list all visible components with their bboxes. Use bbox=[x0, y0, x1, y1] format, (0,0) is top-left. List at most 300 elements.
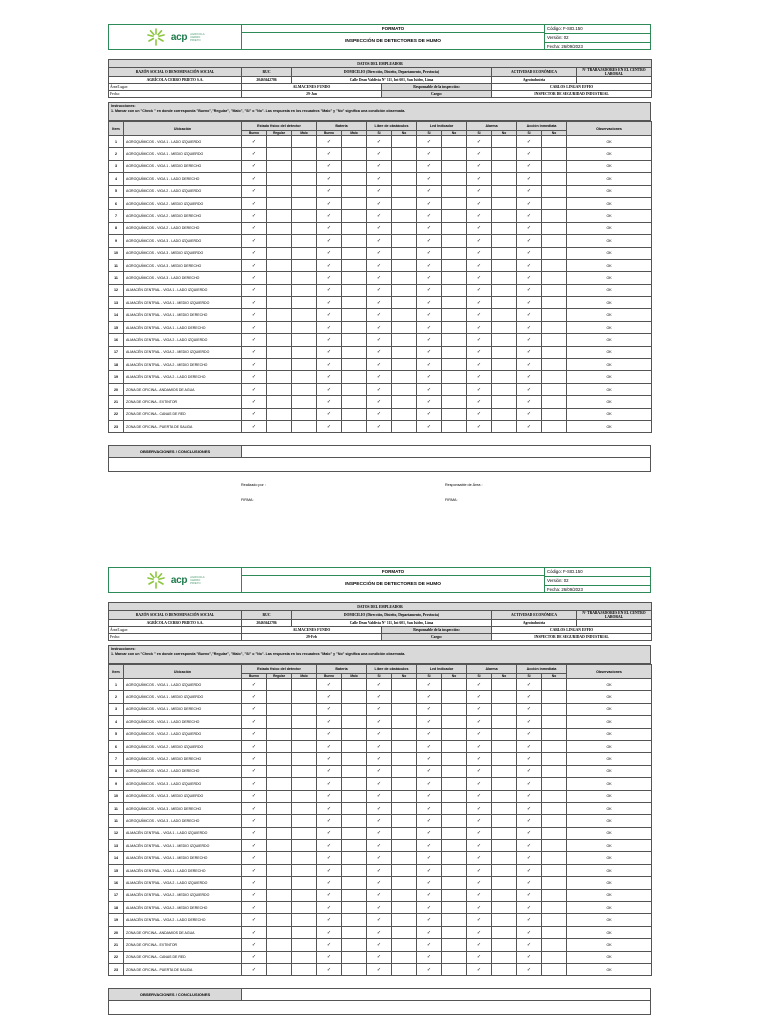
empty-cell[interactable] bbox=[492, 420, 517, 432]
empty-cell[interactable] bbox=[542, 222, 567, 234]
empty-cell[interactable] bbox=[292, 359, 317, 371]
empty-cell[interactable] bbox=[392, 259, 417, 271]
empty-cell[interactable] bbox=[392, 765, 417, 777]
empty-cell[interactable] bbox=[442, 963, 467, 975]
empty-cell[interactable] bbox=[342, 197, 367, 209]
check-mark-icon[interactable]: ✓ bbox=[317, 691, 342, 703]
check-mark-icon[interactable]: ✓ bbox=[467, 765, 492, 777]
empty-cell[interactable] bbox=[342, 408, 367, 420]
empty-cell[interactable] bbox=[442, 716, 467, 728]
empty-cell[interactable] bbox=[442, 371, 467, 383]
empty-cell[interactable] bbox=[492, 963, 517, 975]
check-mark-icon[interactable]: ✓ bbox=[317, 740, 342, 752]
check-mark-icon[interactable]: ✓ bbox=[317, 259, 342, 271]
check-mark-icon[interactable]: ✓ bbox=[317, 790, 342, 802]
check-mark-icon[interactable]: ✓ bbox=[417, 160, 442, 172]
check-mark-icon[interactable]: ✓ bbox=[417, 840, 442, 852]
empty-cell[interactable] bbox=[442, 173, 467, 185]
empty-cell[interactable] bbox=[292, 160, 317, 172]
empty-cell[interactable] bbox=[492, 235, 517, 247]
check-mark-icon[interactable]: ✓ bbox=[517, 740, 542, 752]
empty-cell[interactable] bbox=[292, 926, 317, 938]
empty-cell[interactable] bbox=[392, 753, 417, 765]
check-mark-icon[interactable]: ✓ bbox=[417, 148, 442, 160]
empty-cell[interactable] bbox=[542, 740, 567, 752]
empty-cell[interactable] bbox=[542, 420, 567, 432]
empty-cell[interactable] bbox=[267, 259, 292, 271]
empty-cell[interactable] bbox=[542, 951, 567, 963]
empty-cell[interactable] bbox=[267, 185, 292, 197]
empty-cell[interactable] bbox=[292, 703, 317, 715]
empty-cell[interactable] bbox=[392, 902, 417, 914]
check-mark-icon[interactable]: ✓ bbox=[367, 889, 392, 901]
empty-cell[interactable] bbox=[492, 185, 517, 197]
check-mark-icon[interactable]: ✓ bbox=[467, 148, 492, 160]
check-mark-icon[interactable]: ✓ bbox=[467, 802, 492, 814]
check-mark-icon[interactable]: ✓ bbox=[317, 197, 342, 209]
check-mark-icon[interactable]: ✓ bbox=[317, 396, 342, 408]
empty-cell[interactable] bbox=[267, 852, 292, 864]
check-mark-icon[interactable]: ✓ bbox=[517, 235, 542, 247]
check-mark-icon[interactable]: ✓ bbox=[417, 703, 442, 715]
empty-cell[interactable] bbox=[392, 334, 417, 346]
empty-cell[interactable] bbox=[292, 173, 317, 185]
empty-cell[interactable] bbox=[292, 827, 317, 839]
empty-cell[interactable] bbox=[342, 272, 367, 284]
empty-cell[interactable] bbox=[542, 197, 567, 209]
check-mark-icon[interactable]: ✓ bbox=[317, 889, 342, 901]
empty-cell[interactable] bbox=[492, 359, 517, 371]
check-mark-icon[interactable]: ✓ bbox=[242, 148, 267, 160]
check-mark-icon[interactable]: ✓ bbox=[417, 963, 442, 975]
empty-cell[interactable] bbox=[267, 840, 292, 852]
empty-cell[interactable] bbox=[392, 840, 417, 852]
check-mark-icon[interactable]: ✓ bbox=[517, 802, 542, 814]
empty-cell[interactable] bbox=[442, 396, 467, 408]
check-mark-icon[interactable]: ✓ bbox=[517, 939, 542, 951]
check-mark-icon[interactable]: ✓ bbox=[467, 309, 492, 321]
check-mark-icon[interactable]: ✓ bbox=[317, 963, 342, 975]
empty-cell[interactable] bbox=[492, 408, 517, 420]
check-mark-icon[interactable]: ✓ bbox=[242, 864, 267, 876]
check-mark-icon[interactable]: ✓ bbox=[467, 136, 492, 148]
check-mark-icon[interactable]: ✓ bbox=[517, 148, 542, 160]
empty-cell[interactable] bbox=[267, 210, 292, 222]
empty-cell[interactable] bbox=[542, 334, 567, 346]
empty-cell[interactable] bbox=[492, 864, 517, 876]
check-mark-icon[interactable]: ✓ bbox=[317, 247, 342, 259]
check-mark-icon[interactable]: ✓ bbox=[417, 136, 442, 148]
check-mark-icon[interactable]: ✓ bbox=[417, 914, 442, 926]
empty-cell[interactable] bbox=[442, 148, 467, 160]
check-mark-icon[interactable]: ✓ bbox=[242, 396, 267, 408]
empty-cell[interactable] bbox=[342, 235, 367, 247]
empty-cell[interactable] bbox=[267, 309, 292, 321]
check-mark-icon[interactable]: ✓ bbox=[242, 765, 267, 777]
check-mark-icon[interactable]: ✓ bbox=[417, 359, 442, 371]
check-mark-icon[interactable]: ✓ bbox=[417, 185, 442, 197]
empty-cell[interactable] bbox=[392, 309, 417, 321]
empty-cell[interactable] bbox=[442, 728, 467, 740]
check-mark-icon[interactable]: ✓ bbox=[467, 383, 492, 395]
check-mark-icon[interactable]: ✓ bbox=[517, 371, 542, 383]
empty-cell[interactable] bbox=[542, 173, 567, 185]
empty-cell[interactable] bbox=[392, 877, 417, 889]
empty-cell[interactable] bbox=[342, 716, 367, 728]
empty-cell[interactable] bbox=[392, 160, 417, 172]
empty-cell[interactable] bbox=[267, 815, 292, 827]
check-mark-icon[interactable]: ✓ bbox=[317, 926, 342, 938]
check-mark-icon[interactable]: ✓ bbox=[417, 815, 442, 827]
check-mark-icon[interactable]: ✓ bbox=[517, 951, 542, 963]
check-mark-icon[interactable]: ✓ bbox=[242, 691, 267, 703]
empty-cell[interactable] bbox=[542, 778, 567, 790]
check-mark-icon[interactable]: ✓ bbox=[467, 815, 492, 827]
check-mark-icon[interactable]: ✓ bbox=[467, 790, 492, 802]
check-mark-icon[interactable]: ✓ bbox=[417, 778, 442, 790]
empty-cell[interactable] bbox=[492, 889, 517, 901]
empty-cell[interactable] bbox=[292, 408, 317, 420]
empty-cell[interactable] bbox=[442, 309, 467, 321]
empty-cell[interactable] bbox=[442, 753, 467, 765]
empty-cell[interactable] bbox=[542, 840, 567, 852]
empty-cell[interactable] bbox=[392, 359, 417, 371]
empty-cell[interactable] bbox=[292, 778, 317, 790]
empty-cell[interactable] bbox=[342, 247, 367, 259]
empty-cell[interactable] bbox=[292, 297, 317, 309]
empty-cell[interactable] bbox=[267, 864, 292, 876]
check-mark-icon[interactable]: ✓ bbox=[242, 420, 267, 432]
check-mark-icon[interactable]: ✓ bbox=[467, 247, 492, 259]
empty-cell[interactable] bbox=[342, 740, 367, 752]
check-mark-icon[interactable]: ✓ bbox=[417, 877, 442, 889]
empty-cell[interactable] bbox=[542, 728, 567, 740]
check-mark-icon[interactable]: ✓ bbox=[242, 926, 267, 938]
check-mark-icon[interactable]: ✓ bbox=[367, 951, 392, 963]
check-mark-icon[interactable]: ✓ bbox=[317, 802, 342, 814]
check-mark-icon[interactable]: ✓ bbox=[317, 309, 342, 321]
check-mark-icon[interactable]: ✓ bbox=[367, 334, 392, 346]
empty-cell[interactable] bbox=[492, 852, 517, 864]
empty-cell[interactable] bbox=[542, 396, 567, 408]
check-mark-icon[interactable]: ✓ bbox=[517, 321, 542, 333]
empty-cell[interactable] bbox=[392, 951, 417, 963]
check-mark-icon[interactable]: ✓ bbox=[317, 716, 342, 728]
empty-cell[interactable] bbox=[342, 790, 367, 802]
check-mark-icon[interactable]: ✓ bbox=[517, 136, 542, 148]
empty-cell[interactable] bbox=[342, 765, 367, 777]
check-mark-icon[interactable]: ✓ bbox=[317, 408, 342, 420]
empty-cell[interactable] bbox=[342, 840, 367, 852]
empty-cell[interactable] bbox=[267, 679, 292, 691]
empty-cell[interactable] bbox=[442, 939, 467, 951]
check-mark-icon[interactable]: ✓ bbox=[367, 914, 392, 926]
empty-cell[interactable] bbox=[542, 716, 567, 728]
empty-cell[interactable] bbox=[492, 309, 517, 321]
empty-cell[interactable] bbox=[392, 926, 417, 938]
empty-cell[interactable] bbox=[442, 852, 467, 864]
check-mark-icon[interactable]: ✓ bbox=[417, 284, 442, 296]
check-mark-icon[interactable]: ✓ bbox=[367, 840, 392, 852]
check-mark-icon[interactable]: ✓ bbox=[467, 346, 492, 358]
check-mark-icon[interactable]: ✓ bbox=[517, 272, 542, 284]
check-mark-icon[interactable]: ✓ bbox=[367, 321, 392, 333]
check-mark-icon[interactable]: ✓ bbox=[417, 297, 442, 309]
empty-cell[interactable] bbox=[342, 309, 367, 321]
check-mark-icon[interactable]: ✓ bbox=[242, 346, 267, 358]
empty-cell[interactable] bbox=[492, 902, 517, 914]
empty-cell[interactable] bbox=[442, 160, 467, 172]
empty-cell[interactable] bbox=[342, 259, 367, 271]
empty-cell[interactable] bbox=[492, 939, 517, 951]
empty-cell[interactable] bbox=[542, 926, 567, 938]
check-mark-icon[interactable]: ✓ bbox=[242, 914, 267, 926]
empty-cell[interactable] bbox=[442, 259, 467, 271]
check-mark-icon[interactable]: ✓ bbox=[417, 790, 442, 802]
check-mark-icon[interactable]: ✓ bbox=[467, 740, 492, 752]
empty-cell[interactable] bbox=[342, 902, 367, 914]
check-mark-icon[interactable]: ✓ bbox=[417, 902, 442, 914]
empty-cell[interactable] bbox=[267, 160, 292, 172]
check-mark-icon[interactable]: ✓ bbox=[367, 827, 392, 839]
check-mark-icon[interactable]: ✓ bbox=[467, 951, 492, 963]
check-mark-icon[interactable]: ✓ bbox=[417, 691, 442, 703]
check-mark-icon[interactable]: ✓ bbox=[242, 297, 267, 309]
check-mark-icon[interactable]: ✓ bbox=[417, 235, 442, 247]
empty-cell[interactable] bbox=[392, 235, 417, 247]
check-mark-icon[interactable]: ✓ bbox=[367, 396, 392, 408]
check-mark-icon[interactable]: ✓ bbox=[317, 765, 342, 777]
check-mark-icon[interactable]: ✓ bbox=[242, 877, 267, 889]
empty-cell[interactable] bbox=[292, 346, 317, 358]
check-mark-icon[interactable]: ✓ bbox=[467, 197, 492, 209]
check-mark-icon[interactable]: ✓ bbox=[467, 864, 492, 876]
check-mark-icon[interactable]: ✓ bbox=[517, 827, 542, 839]
check-mark-icon[interactable]: ✓ bbox=[242, 753, 267, 765]
check-mark-icon[interactable]: ✓ bbox=[417, 197, 442, 209]
check-mark-icon[interactable]: ✓ bbox=[417, 222, 442, 234]
check-mark-icon[interactable]: ✓ bbox=[317, 815, 342, 827]
check-mark-icon[interactable]: ✓ bbox=[317, 136, 342, 148]
empty-cell[interactable] bbox=[292, 396, 317, 408]
check-mark-icon[interactable]: ✓ bbox=[467, 359, 492, 371]
check-mark-icon[interactable]: ✓ bbox=[467, 716, 492, 728]
empty-cell[interactable] bbox=[492, 284, 517, 296]
check-mark-icon[interactable]: ✓ bbox=[367, 802, 392, 814]
empty-cell[interactable] bbox=[392, 691, 417, 703]
check-mark-icon[interactable]: ✓ bbox=[317, 321, 342, 333]
check-mark-icon[interactable]: ✓ bbox=[417, 173, 442, 185]
empty-cell[interactable] bbox=[267, 334, 292, 346]
empty-cell[interactable] bbox=[542, 939, 567, 951]
empty-cell[interactable] bbox=[392, 346, 417, 358]
empty-cell[interactable] bbox=[342, 420, 367, 432]
check-mark-icon[interactable]: ✓ bbox=[517, 778, 542, 790]
empty-cell[interactable] bbox=[542, 284, 567, 296]
check-mark-icon[interactable]: ✓ bbox=[367, 902, 392, 914]
empty-cell[interactable] bbox=[442, 334, 467, 346]
empty-cell[interactable] bbox=[342, 703, 367, 715]
check-mark-icon[interactable]: ✓ bbox=[317, 778, 342, 790]
empty-cell[interactable] bbox=[442, 802, 467, 814]
check-mark-icon[interactable]: ✓ bbox=[367, 815, 392, 827]
empty-cell[interactable] bbox=[392, 247, 417, 259]
empty-cell[interactable] bbox=[292, 321, 317, 333]
check-mark-icon[interactable]: ✓ bbox=[467, 778, 492, 790]
check-mark-icon[interactable]: ✓ bbox=[417, 334, 442, 346]
empty-cell[interactable] bbox=[492, 914, 517, 926]
check-mark-icon[interactable]: ✓ bbox=[317, 359, 342, 371]
empty-cell[interactable] bbox=[492, 840, 517, 852]
check-mark-icon[interactable]: ✓ bbox=[467, 420, 492, 432]
check-mark-icon[interactable]: ✓ bbox=[367, 259, 392, 271]
check-mark-icon[interactable]: ✓ bbox=[242, 309, 267, 321]
check-mark-icon[interactable]: ✓ bbox=[467, 396, 492, 408]
empty-cell[interactable] bbox=[292, 235, 317, 247]
empty-cell[interactable] bbox=[492, 802, 517, 814]
empty-cell[interactable] bbox=[392, 396, 417, 408]
check-mark-icon[interactable]: ✓ bbox=[467, 902, 492, 914]
empty-cell[interactable] bbox=[442, 136, 467, 148]
check-mark-icon[interactable]: ✓ bbox=[317, 827, 342, 839]
check-mark-icon[interactable]: ✓ bbox=[317, 284, 342, 296]
check-mark-icon[interactable]: ✓ bbox=[242, 740, 267, 752]
check-mark-icon[interactable]: ✓ bbox=[242, 815, 267, 827]
empty-cell[interactable] bbox=[292, 148, 317, 160]
check-mark-icon[interactable]: ✓ bbox=[417, 396, 442, 408]
check-mark-icon[interactable]: ✓ bbox=[317, 420, 342, 432]
check-mark-icon[interactable]: ✓ bbox=[517, 877, 542, 889]
empty-cell[interactable] bbox=[292, 679, 317, 691]
empty-cell[interactable] bbox=[392, 383, 417, 395]
check-mark-icon[interactable]: ✓ bbox=[242, 840, 267, 852]
check-mark-icon[interactable]: ✓ bbox=[467, 321, 492, 333]
empty-cell[interactable] bbox=[442, 679, 467, 691]
empty-cell[interactable] bbox=[267, 926, 292, 938]
empty-cell[interactable] bbox=[292, 939, 317, 951]
empty-cell[interactable] bbox=[342, 691, 367, 703]
check-mark-icon[interactable]: ✓ bbox=[367, 877, 392, 889]
empty-cell[interactable] bbox=[292, 259, 317, 271]
check-mark-icon[interactable]: ✓ bbox=[517, 247, 542, 259]
empty-cell[interactable] bbox=[267, 359, 292, 371]
check-mark-icon[interactable]: ✓ bbox=[417, 679, 442, 691]
check-mark-icon[interactable]: ✓ bbox=[367, 753, 392, 765]
empty-cell[interactable] bbox=[292, 334, 317, 346]
empty-cell[interactable] bbox=[492, 197, 517, 209]
empty-cell[interactable] bbox=[292, 740, 317, 752]
empty-cell[interactable] bbox=[492, 383, 517, 395]
check-mark-icon[interactable]: ✓ bbox=[517, 926, 542, 938]
empty-cell[interactable] bbox=[492, 716, 517, 728]
empty-cell[interactable] bbox=[392, 679, 417, 691]
empty-cell[interactable] bbox=[492, 815, 517, 827]
check-mark-icon[interactable]: ✓ bbox=[242, 371, 267, 383]
check-mark-icon[interactable]: ✓ bbox=[417, 259, 442, 271]
check-mark-icon[interactable]: ✓ bbox=[367, 790, 392, 802]
empty-cell[interactable] bbox=[342, 914, 367, 926]
check-mark-icon[interactable]: ✓ bbox=[317, 679, 342, 691]
empty-cell[interactable] bbox=[492, 272, 517, 284]
empty-cell[interactable] bbox=[292, 210, 317, 222]
check-mark-icon[interactable]: ✓ bbox=[367, 185, 392, 197]
empty-cell[interactable] bbox=[442, 889, 467, 901]
empty-cell[interactable] bbox=[442, 926, 467, 938]
check-mark-icon[interactable]: ✓ bbox=[242, 963, 267, 975]
check-mark-icon[interactable]: ✓ bbox=[517, 728, 542, 740]
check-mark-icon[interactable]: ✓ bbox=[317, 852, 342, 864]
check-mark-icon[interactable]: ✓ bbox=[517, 383, 542, 395]
empty-cell[interactable] bbox=[492, 778, 517, 790]
check-mark-icon[interactable]: ✓ bbox=[417, 321, 442, 333]
check-mark-icon[interactable]: ✓ bbox=[467, 371, 492, 383]
check-mark-icon[interactable]: ✓ bbox=[367, 210, 392, 222]
empty-cell[interactable] bbox=[442, 703, 467, 715]
check-mark-icon[interactable]: ✓ bbox=[417, 926, 442, 938]
empty-cell[interactable] bbox=[267, 284, 292, 296]
check-mark-icon[interactable]: ✓ bbox=[242, 716, 267, 728]
empty-cell[interactable] bbox=[442, 210, 467, 222]
check-mark-icon[interactable]: ✓ bbox=[242, 284, 267, 296]
empty-cell[interactable] bbox=[392, 914, 417, 926]
check-mark-icon[interactable]: ✓ bbox=[317, 371, 342, 383]
empty-cell[interactable] bbox=[292, 272, 317, 284]
empty-cell[interactable] bbox=[292, 790, 317, 802]
check-mark-icon[interactable]: ✓ bbox=[517, 185, 542, 197]
empty-cell[interactable] bbox=[492, 765, 517, 777]
check-mark-icon[interactable]: ✓ bbox=[467, 284, 492, 296]
empty-cell[interactable] bbox=[267, 703, 292, 715]
empty-cell[interactable] bbox=[492, 740, 517, 752]
empty-cell[interactable] bbox=[267, 247, 292, 259]
empty-cell[interactable] bbox=[392, 827, 417, 839]
empty-cell[interactable] bbox=[342, 371, 367, 383]
empty-cell[interactable] bbox=[292, 383, 317, 395]
check-mark-icon[interactable]: ✓ bbox=[417, 383, 442, 395]
empty-cell[interactable] bbox=[292, 420, 317, 432]
check-mark-icon[interactable]: ✓ bbox=[517, 889, 542, 901]
check-mark-icon[interactable]: ✓ bbox=[367, 864, 392, 876]
empty-cell[interactable] bbox=[542, 802, 567, 814]
check-mark-icon[interactable]: ✓ bbox=[417, 716, 442, 728]
check-mark-icon[interactable]: ✓ bbox=[242, 197, 267, 209]
check-mark-icon[interactable]: ✓ bbox=[467, 728, 492, 740]
empty-cell[interactable] bbox=[492, 136, 517, 148]
empty-cell[interactable] bbox=[267, 877, 292, 889]
check-mark-icon[interactable]: ✓ bbox=[467, 679, 492, 691]
empty-cell[interactable] bbox=[342, 852, 367, 864]
empty-cell[interactable] bbox=[392, 790, 417, 802]
empty-cell[interactable] bbox=[292, 753, 317, 765]
check-mark-icon[interactable]: ✓ bbox=[242, 259, 267, 271]
check-mark-icon[interactable]: ✓ bbox=[417, 408, 442, 420]
empty-cell[interactable] bbox=[542, 383, 567, 395]
empty-cell[interactable] bbox=[542, 864, 567, 876]
check-mark-icon[interactable]: ✓ bbox=[317, 753, 342, 765]
empty-cell[interactable] bbox=[392, 815, 417, 827]
empty-cell[interactable] bbox=[542, 765, 567, 777]
empty-cell[interactable] bbox=[267, 963, 292, 975]
check-mark-icon[interactable]: ✓ bbox=[517, 284, 542, 296]
empty-cell[interactable] bbox=[267, 197, 292, 209]
check-mark-icon[interactable]: ✓ bbox=[517, 309, 542, 321]
check-mark-icon[interactable]: ✓ bbox=[467, 272, 492, 284]
check-mark-icon[interactable]: ✓ bbox=[317, 703, 342, 715]
check-mark-icon[interactable]: ✓ bbox=[242, 827, 267, 839]
check-mark-icon[interactable]: ✓ bbox=[317, 173, 342, 185]
empty-cell[interactable] bbox=[542, 148, 567, 160]
empty-cell[interactable] bbox=[292, 765, 317, 777]
